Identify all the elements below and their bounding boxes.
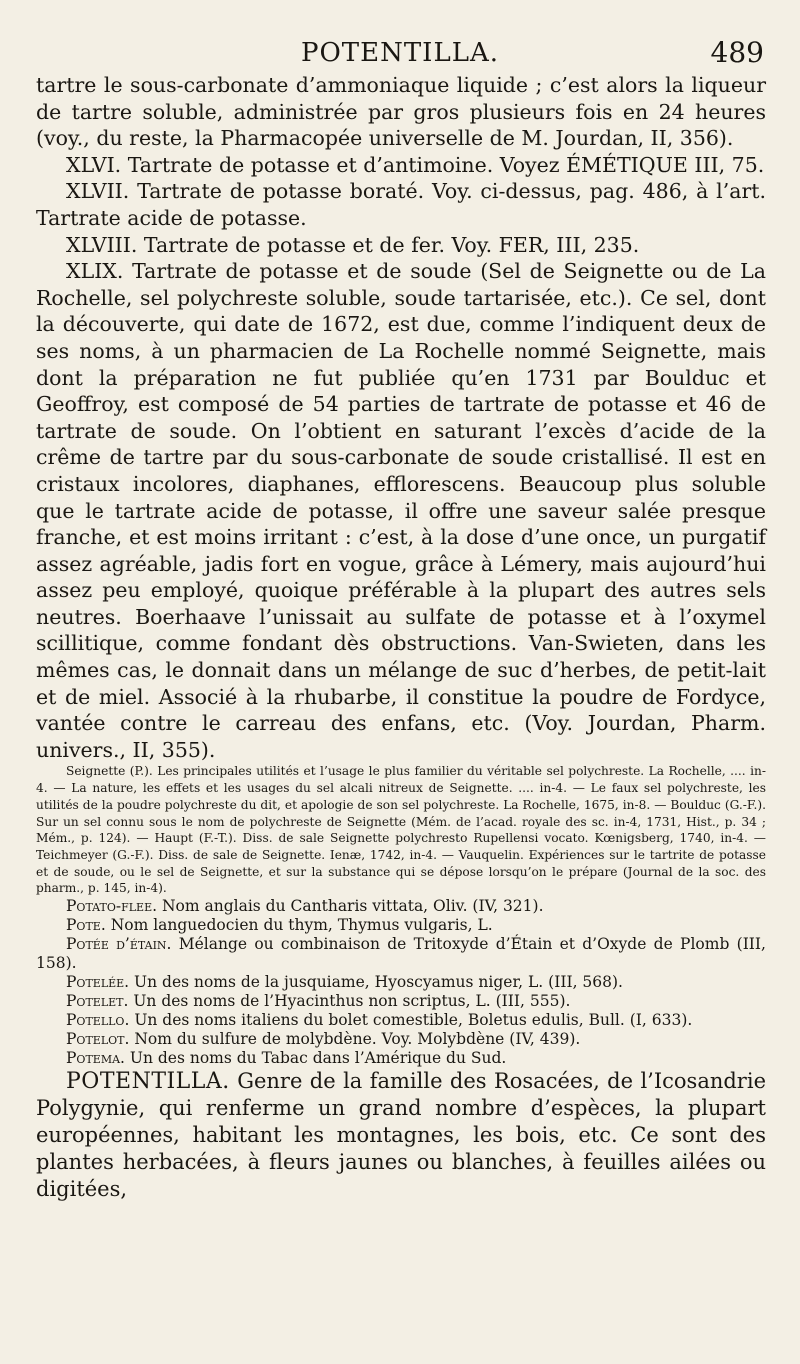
entry-head: Potato-flee. — [66, 897, 158, 916]
entry-text: Un des noms du Tabac dans l’Amérique du Sud. — [129, 1049, 507, 1068]
entry-text: Nom languedocien du thym, Thymus vulgaris, L. — [110, 916, 493, 935]
entry-text: Un des noms italiens du bolet comestible, Boletus edulis, Bull. (I, 633). — [134, 1011, 693, 1030]
paragraph-xlvii: XLVII. Tartrate de potasse boraté. Voy. ci-dessus, pag. 486, à l’art. Tartrate acide de potasse. — [36, 179, 766, 230]
paragraph-xlvi: XLVI. Tartrate de potasse et d’antimoine. Voyez ÉMÉTIQUE III, 75. — [66, 152, 765, 177]
running-head: POTENTILLA. — [300, 38, 500, 68]
entry-potelet — [36, 992, 766, 1011]
entry-potato-flee — [36, 897, 766, 916]
entry-potelot — [36, 1030, 766, 1049]
entry-head: Potelot. — [66, 1030, 130, 1049]
entry-pote — [36, 916, 766, 935]
page-body — [36, 72, 766, 1203]
entry-head: Potema. — [66, 1049, 125, 1068]
page-number: 489 — [710, 36, 764, 69]
entry-text: Un des noms de la jusquiame, Hyoscyamus niger, L. (III, 568). — [134, 973, 623, 992]
entry-head: Pote. — [66, 916, 106, 935]
entry-text: Nom anglais du Cantharis vittata, Oliv. (IV, 321). — [161, 897, 544, 916]
bibliography-note: Seignette (P.). Les principales utilités et l’usage le plus familier du véritable sel polychreste. La Rochelle, .... in-4. — La nature, les effets et les usages du sel alcali nitreux de Seignette. .... in-4. — Le faux sel polychreste, les utilités de la poudre polychreste du dit, et apologie de son sel polychreste. La Rochelle, 1675, in-8. — Boulduc (G.-F.). Sur un sel connu sous le nom de polychreste de Seignette (Mém. de l’acad. royale des sc. in-4, 1731, Hist., p. 34 ; Mém., p. 124). — Haupt (F.-T.). Diss. de sale Seignette polychresto Rupellensi vocato. Kœnigsberg, 1740, in-4. — Teichmeyer (G.-F.). Diss. de sale de Seignette. Ienæ, 1742, in-4. — Vauquelin. Expériences sur le tartrite de potasse et de soude, ou le sel de Seignette, et sur la substance qui se dépose lorsqu’on le prépare (Journal de la soc. des pharm., p. 145, in-4). — [36, 764, 766, 896]
entry-text: Mélange ou combinaison de Tritoxyde d’Étain et d’Oxyde de Plomb (III, 158). — [36, 935, 766, 973]
entry-potee-d-etain — [36, 935, 766, 973]
entry-text: Un des noms de l’Hyacinthus non scriptus, L. (III, 555). — [133, 992, 571, 1011]
paragraph-continuation: tartre le sous-carbonate d’ammoniaque liquide ; c’est alors la liqueur de tartre soluble, administrée par gros plusieurs fois en 24 heures (voy., du reste, la Pharmacopée universelle de M. Jourdan, II, 356). — [36, 73, 766, 151]
paragraph-xlviii: XLVIII. Tartrate de potasse et de fer. Voy. FER, III, 235. — [66, 232, 640, 257]
entry-potentilla — [36, 1068, 766, 1203]
paragraph-xlix: XLIX. Tartrate de potasse et de soude (Sel de Seignette ou de La Rochelle, sel polychreste soluble, soude tartarisée, etc.). Ce sel, dont la découverte, qui date de 1672, est due, comme l’indiquent deux de ses noms, à un pharmacien de La Rochelle nommé Seignette, mais dont la préparation ne fut publiée qu’en 1731 par Boulduc et Geoffroy, est composé de 54 parties de tartrate de potasse et 46 de tartrate de soude. On l’obtient en saturant l’excès d’acide de la crême de tartre par du sous-carbonate de soude cristallisé. Il est en cristaux incolores, diaphanes, efflorescens. Beaucoup plus soluble que le tartrate acide de potasse, il offre une saveur salée presque franche, et est moins irritant : c’est, à la dose d’une once, un purgatif assez agréable, jadis fort en vogue, grâce à Lémery, mais aujourd’hui assez peu employé, quoique préférable à la plupart des autres sels neutres. Boerhaave l’unissait au sulfate de potasse et à l’oxymel scillitique, comme fondant dès obstructions. Van-Swieten, dans les mêmes cas, le donnait dans un mélange de suc d’herbes, de petit-lait et de miel. Associé à la rhubarbe, il constitue la poudre de Fordyce, vantée contre le carreau des enfans, etc. (Voy. Jourdan, Pharm. univers., II, 355). — [36, 259, 766, 762]
entry-potelee — [36, 973, 766, 992]
main-entry-text: Genre de la famille des Rosacées, de l’Icosandrie Polygynie, qui renferme un grand nombre d’espèces, la plupart européennes, habitant les montagnes, les bois, etc. Ce sont des plantes herbacées, à fleurs jaunes ou blanches, à feuilles ailées ou digitées, — [36, 1069, 766, 1202]
entry-head: Potée d’étain. — [66, 935, 172, 954]
page-header — [0, 34, 800, 74]
entry-head: Potelet. — [66, 992, 129, 1011]
entry-head: Potello. — [66, 1011, 130, 1030]
main-entry-head: POTENTILLA. — [66, 1069, 230, 1095]
entry-list — [36, 897, 766, 1068]
entry-text: Nom du sulfure de molybdène. Voy. Molybdène (IV, 439). — [134, 1030, 581, 1049]
entry-head: Potelée. — [66, 973, 130, 992]
entry-potema — [36, 1049, 766, 1068]
entry-potello — [36, 1011, 766, 1030]
